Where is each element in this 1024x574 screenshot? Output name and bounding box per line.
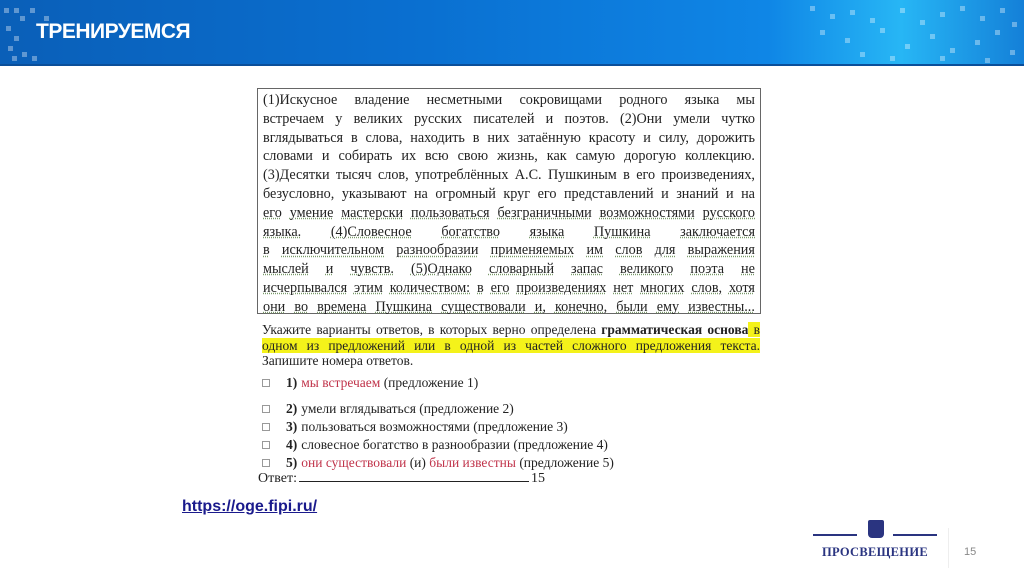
banner-pixel-decoration [870,18,875,23]
checkbox[interactable] [262,405,270,413]
banner-pixel-decoration [1010,50,1015,55]
passage-word: нет [613,279,634,296]
passage-word: слов, [377,167,409,184]
passage-word: и, [534,298,546,315]
passage-word: Пушкина [375,298,433,315]
passage-word: мы [736,92,755,108]
passage-word: многих [640,279,685,296]
passage-line [263,204,755,223]
option-text: (и) [406,455,430,470]
answer-label: Ответ: [258,471,297,486]
passage-word: А.С. [514,167,542,184]
passage-word: в [623,167,630,184]
passage-word: запас [571,261,603,278]
banner-pixel-decoration [860,52,865,57]
passage-line [263,147,755,166]
passage-word: слов [615,242,643,259]
text-passage [257,88,761,314]
passage-word: в [350,129,358,146]
passage-word: словарный [488,261,555,278]
banner-pixel-decoration [8,46,13,51]
passage-word: великого [619,261,674,278]
passage-word: великих [353,110,403,127]
passage-word: и [725,185,734,202]
passage-word: самую [575,148,616,165]
passage-word: применяемых [490,242,575,259]
banner-pixel-decoration [940,56,945,61]
passage-word: вглядываться [263,129,344,146]
option-red-text: они существовали [301,455,407,470]
passage-word: языка [529,223,565,240]
passage-word: дорогую [624,148,677,165]
passage-word: красоту [588,129,636,146]
passage-word: их [401,148,417,165]
banner-pixel-decoration [930,34,935,39]
task-bold: грамматическая основа [601,322,749,337]
passage-word: на [741,185,755,202]
prosveshchenie-logo [813,520,937,562]
option-number: 3) [286,419,298,434]
passage-word: и [325,261,334,278]
passage-line [263,279,755,298]
passage-word: представлений [563,185,654,202]
option-number: 1) [286,375,298,390]
answer-value: 15 [530,471,545,486]
passage-word: произведениях [516,279,607,296]
banner-pixel-decoration [6,26,11,31]
banner-pixel-decoration [14,8,19,13]
passage-word: встречаем [263,110,325,127]
passage-word: и [321,148,330,165]
logo-mark-icon [868,520,884,538]
checkbox[interactable] [262,423,270,431]
passage-word: мыслей [263,261,309,278]
passage-word: возможностями [599,204,695,221]
option-sentence-ref: (предложение 4) [509,437,608,452]
header-banner [0,0,1024,66]
passage-word: свою [457,148,489,165]
banner-pixel-decoration [14,36,19,41]
passage-word: его [636,167,656,184]
passage-word: существовали [441,298,526,315]
passage-line [263,91,755,110]
passage-word: в [477,279,484,296]
banner-pixel-decoration [890,56,895,61]
passage-word: им [586,242,604,259]
passage-word: них [487,129,510,146]
passage-word: произведениях, [661,167,755,184]
passage-line [263,166,755,185]
page-number: 15 [964,546,977,558]
banner-pixel-decoration [880,28,885,33]
passage-word: языка [684,92,720,108]
passage-word: у [335,110,343,127]
banner-pixel-decoration [820,30,825,35]
passage-word: мастерски [341,204,404,221]
banner-pixel-decoration [940,12,945,17]
footer-divider [948,528,949,568]
option-number: 5) [286,455,298,470]
passage-word: его [537,185,557,202]
checkbox[interactable] [262,441,270,449]
passage-word: затаённую [517,129,581,146]
passage-word: этим [353,279,383,296]
passage-word: (3)Десятки [263,167,330,184]
passage-word: заключается [680,223,755,240]
passage-word: исключительном [281,242,385,259]
logo-text: ПРОСВЕЩЕНИЕ [821,545,928,559]
banner-pixel-decoration [845,38,850,43]
passage-line [263,110,755,129]
passage-word: словами [263,148,313,165]
passage-word: чувств. [350,261,394,278]
banner-pixel-decoration [30,8,35,13]
passage-word: и [661,185,669,202]
passage-word: конечно, [554,298,608,315]
passage-word: и [545,110,554,127]
passage-word: поэта [690,261,724,278]
passage-word: на [413,185,428,202]
passage-word: Пушкиным [547,167,617,184]
option-red-text-2: были известны [429,455,516,470]
passage-line [263,223,755,242]
passage-word: языка. [263,223,302,240]
passage-word: во [294,298,309,315]
passage-word: богатство [441,223,500,240]
passage-word: слов, [691,279,723,296]
passage-word: всю [425,148,449,165]
banner-pixel-decoration [22,52,27,57]
option-red-text: мы встречаем [301,375,381,390]
banner-pixel-decoration [1012,22,1017,27]
passage-line [263,129,755,148]
logo-line-left [813,534,857,536]
banner-pixel-decoration [1000,8,1005,13]
banner-pixel-decoration [975,40,980,45]
slide-title: ТРЕНИРУЕМСЯ [36,20,191,43]
banner-pixel-decoration [32,56,37,61]
passage-word: круг [503,185,531,202]
banner-pixel-decoration [44,16,49,21]
passage-word: хотя [728,279,755,296]
option-sentence-ref: (предложение 3) [469,419,568,434]
passage-word: (5)Однако [410,261,472,278]
logo-line-right [893,534,937,536]
passage-word: русских [413,110,463,127]
task-text-end: Запишите номера ответов. [262,353,414,368]
banner-pixel-decoration [980,16,985,21]
passage-word: русского [702,204,755,221]
passage-word: коллекцию. [685,148,755,165]
passage-word: и [643,129,651,146]
task-text: Укажите варианты ответов, в которых верно определена [262,322,602,337]
passage-word: для [654,242,676,259]
option-text: пользоваться возможностями [301,419,470,434]
passage-word: указывают [341,185,407,202]
passage-word: знаний [676,185,719,202]
banner-pixel-decoration [960,6,965,11]
task-instruction [262,322,760,369]
passage-line [263,241,755,260]
passage-word: его [490,279,510,296]
passage-word: известны... [688,298,755,315]
passage-word: поэтов. [564,110,609,127]
passage-word: умели [673,110,711,127]
option-item[interactable] [262,418,614,436]
passage-word: (4)Словесное [330,223,412,240]
fipi-link[interactable]: https://oge.fipi.ru/ [182,498,318,515]
passage-word: писателей [473,110,535,127]
answer-row [258,470,545,487]
checkbox[interactable] [262,459,270,467]
banner-pixel-decoration [950,48,955,53]
passage-word: собирать [338,148,393,165]
passage-word: употреблённых [415,167,509,184]
passage-word: как [546,148,567,165]
option-item[interactable] [262,436,614,454]
passage-word: тысяч [335,167,372,184]
passage-word: дорожить [696,129,755,146]
passage-line [263,298,755,317]
passage-word: разнообразии [396,242,479,259]
passage-word: они [263,298,286,315]
banner-pixel-decoration [900,8,905,13]
option-number: 2) [286,401,298,416]
option-text: словесное богатство в разнообразии [301,437,510,452]
passage-word: находить [410,129,465,146]
passage-word: жизнь, [497,148,538,165]
passage-word: Пушкина [593,223,651,240]
banner-pixel-decoration [4,8,9,13]
passage-line [263,260,755,279]
task-highlight: в одном из предложений или в одной из частей сложного предложения текста. [262,322,760,353]
option-item[interactable] [262,374,614,392]
passage-word: ему [656,298,680,315]
banner-pixel-decoration [920,20,925,25]
passage-word: были [616,298,648,315]
banner-pixel-decoration [20,16,25,21]
banner-pixel-decoration [810,6,815,11]
passage-word: владение [354,92,410,108]
banner-pixel-decoration [12,56,17,61]
passage-word: чутко [721,110,755,127]
checkbox[interactable] [262,379,270,387]
options-list [262,374,614,472]
passage-word: безграничными [497,204,592,221]
option-item[interactable] [262,400,614,418]
passage-word: родного [619,92,668,108]
passage-word: слова, [365,129,403,146]
passage-word: сокровищами [519,92,603,108]
option-text: умели вглядываться [301,401,416,416]
banner-pixel-decoration [830,14,835,19]
passage-word: (2)Они [619,110,662,127]
passage-word: в [263,242,270,259]
banner-pixel-decoration [995,30,1000,35]
banner-pixel-decoration [985,58,990,63]
option-sentence-ref: (предложение 2) [415,401,514,416]
passage-word: умение [289,204,334,221]
banner-pixel-decoration [850,10,855,15]
passage-word: огромный [435,185,496,202]
passage-word: его [263,204,282,221]
banner-pixel-decoration [905,44,910,49]
passage-word: исчерпывался [263,279,348,296]
passage-word: (1)Искусное [263,92,338,108]
passage-word: несметными [426,92,503,108]
option-number: 4) [286,437,298,452]
passage-word: выражения [687,242,755,259]
passage-word: безусловно, [263,185,335,202]
answer-line [299,470,529,482]
passage-word: времена [317,298,367,315]
option-sentence-ref: (предложение 1) [380,375,479,390]
passage-word: силу, [658,129,689,146]
option-sentence-ref: (предложение 5) [515,455,614,470]
passage-word: в [472,129,480,146]
passage-word: не [741,261,755,278]
passage-word: количеством: [389,279,471,296]
passage-word: пользоваться [410,204,490,221]
passage-line [263,185,755,204]
